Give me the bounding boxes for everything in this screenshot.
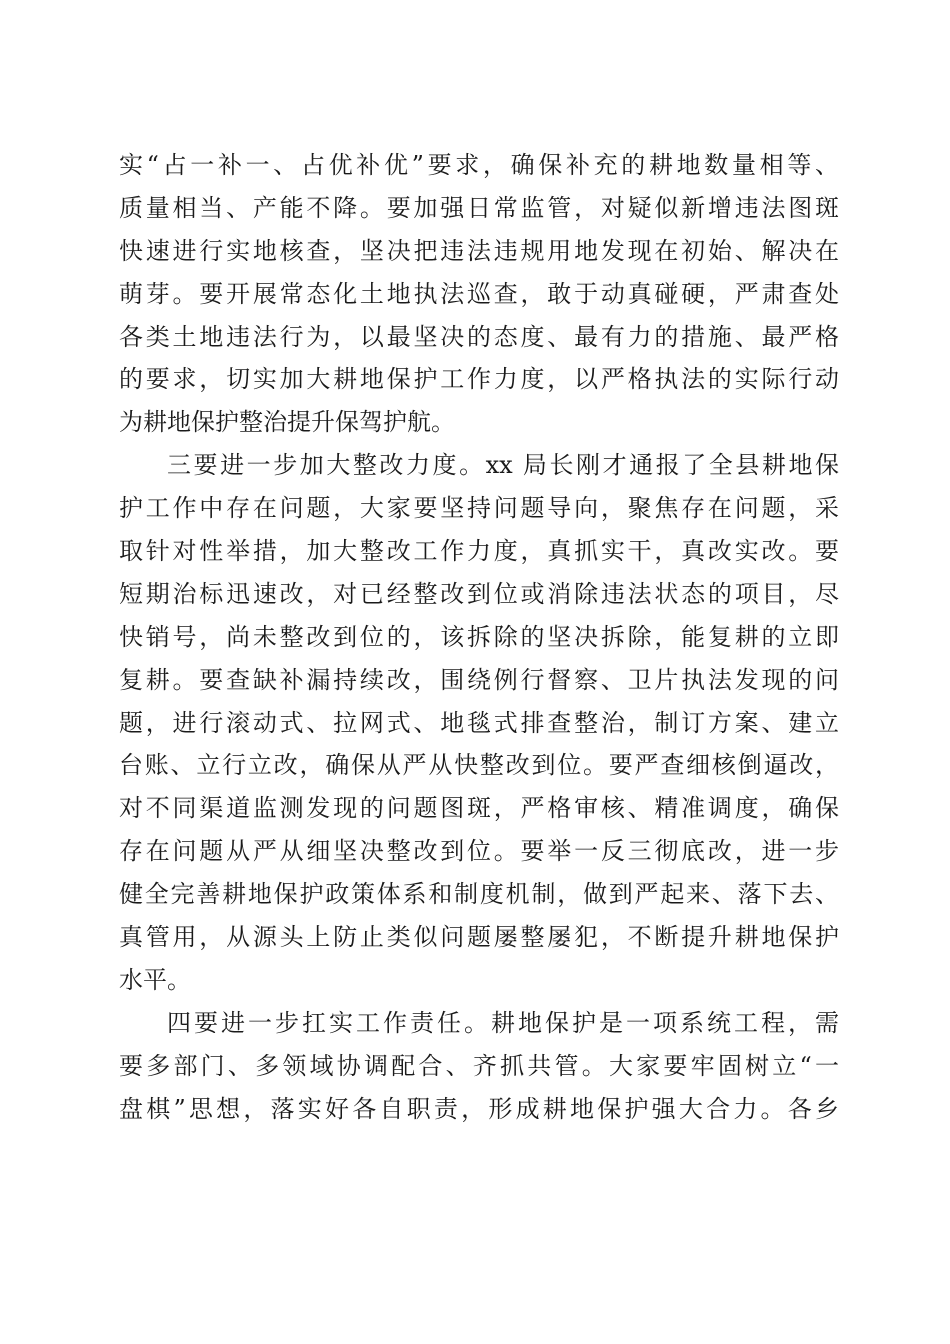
text-line: 快速进行实地核查，坚决把违法违规用地发现在初始、解决在 (119, 236, 839, 265)
text-line: 快销号，尚未整改到位的，该拆除的坚决拆除，能复耕的立即 (119, 622, 839, 651)
text-line: 为耕地保护整治提升保驾护航。 (119, 408, 455, 437)
text-line: 三要进一步加大整改力度。xx 局长刚才通报了全县耕地保 (167, 451, 839, 480)
paragraph-2 (119, 444, 839, 1002)
text-line: 护工作中存在问题，大家要坚持问题导向，聚焦存在问题，采 (119, 494, 839, 523)
paragraph-3 (119, 1002, 839, 1131)
text-line: 各类土地违法行为，以最坚决的态度、最有力的措施、最严格 (119, 322, 839, 351)
text-line: 复耕。要查缺补漏持续改，围绕例行督察、卫片执法发现的问 (119, 665, 839, 694)
text-line: 题，进行滚动式、拉网式、地毯式排查整治，制订方案、建立 (119, 708, 839, 737)
text-line: 的要求，切实加大耕地保护工作力度，以严格执法的实际行动 (119, 365, 839, 394)
text-line: 取针对性举措，加大整改工作力度，真抓实干，真改实改。要 (119, 537, 839, 566)
text-line: 真管用，从源头上防止类似问题屡整屡犯，不断提升耕地保护 (119, 923, 839, 952)
text-line: 质量相当、产能不降。要加强日常监管，对疑似新增违法图斑 (119, 193, 839, 222)
text-line: 盘棋”思想，落实好各自职责，形成耕地保护强大合力。各乡 (119, 1094, 839, 1123)
text-line: 四要进一步扛实工作责任。耕地保护是一项系统工程，需 (167, 1008, 839, 1037)
text-line: 存在问题从严从细坚决整改到位。要举一反三彻底改，进一步 (119, 837, 839, 866)
text-line: 台账、立行立改，确保从严从快整改到位。要严查细核倒逼改， (119, 751, 839, 780)
paragraph-1 (119, 144, 839, 444)
text-line: 水平。 (119, 965, 191, 994)
document-body (119, 144, 839, 1130)
text-line: 健全完善耕地保护政策体系和制度机制，做到严起来、落下去、 (119, 880, 839, 909)
text-line: 对不同渠道监测发现的问题图斑，严格审核、精准调度，确保 (119, 794, 839, 823)
text-line: 短期治标迅速改，对已经整改到位或消除违法状态的项目，尽 (119, 579, 839, 608)
text-line: 萌芽。要开展常态化土地执法巡查，敢于动真碰硬，严肃查处 (119, 279, 839, 308)
text-line: 实“占一补一、占优补优”要求，确保补充的耕地数量相等、 (119, 151, 839, 179)
text-line: 要多部门、多领域协调配合、齐抓共管。大家要牢固树立“一 (119, 1051, 839, 1080)
